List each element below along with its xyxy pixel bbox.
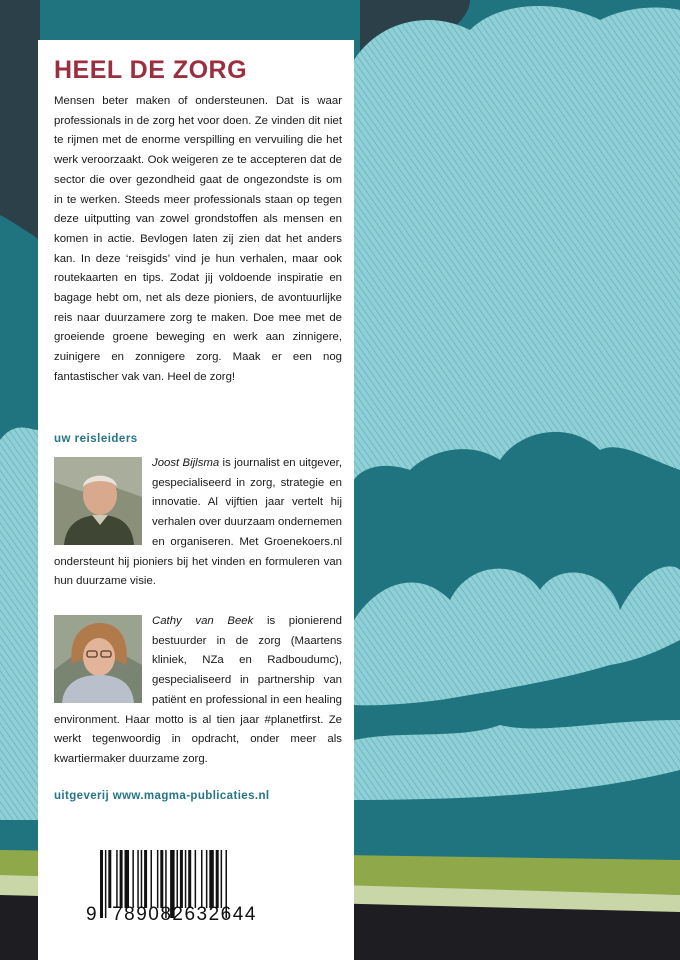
author-name-cathy: Cathy van Beek [152,615,254,627]
barcode-bar [177,850,179,908]
author-bio-joost [54,454,342,592]
back-cover-panel [38,40,354,960]
barcode-bar [151,850,153,908]
barcode-bar [188,850,191,908]
barcode-bar [116,850,118,908]
barcode-bar [180,850,183,908]
publisher-line: uitgeverij www.magma-publicaties.nl [54,790,270,802]
barcode-digits: 789082632644 [112,904,257,925]
barcode-bar [206,850,208,908]
author-photo-joost [54,457,142,545]
barcode-bar [221,850,223,908]
author-bio-text-cathy: is pionierend bestuurder in de zorg (Maartens kliniek, NZa en Radboudumc), gespecialiseerd in partnership van patiënt en professional in een healing environment. Haar motto is al tien jaar #planetfirst. Ze werkt tegenwoordig in opdracht, onder meer als kwartiermaker duurzame zorg. [54,615,342,765]
barcode-bar [125,850,130,908]
barcode-first-digit: 9 [86,904,99,925]
barcode-bar [201,850,203,908]
isbn-barcode [86,850,266,955]
barcode-bar [185,850,187,908]
author-bio-cathy [54,612,342,770]
intro-text: Mensen beter maken of ondersteunen. Dat is waar professionals in de zorg het voor doen. Ze vinden dit niet te rijmen met de enorme verspilling en vervuiling die het werk veroorzaakt. Ook weigeren ze te accepteren dat de sector die over gezondheid gaat de ongezondste is om in te werken. Steeds meer professionals staan op tegen deze uitputting van zowel grondstoffen als mensen en komen in actie. Bevlogen laten zij zien dat het anders kan. In deze ‘reisgids’ vind je hun verhalen, maar ook routekaarten en tips. Zodat jij voldoende inspiratie en bagage hebt om, net als deze pioniers, de avontuurlijke reis naar duurzamere zorg te maken. Doe mee met de groeiende groene beweging en werk aan zinnigere, zuinigere en zonnigere zorg. Maak er een nog fantastischer vak van. Heel de zorg! [54,95,342,383]
book-title: HEEL DE ZORG [54,56,248,84]
barcode-bar [108,850,111,908]
barcode-bar [141,850,143,908]
barcode-bar [209,850,214,908]
barcode-bar [144,850,147,908]
author-bio-text-joost: is journalist en uitgever, gespecialiseerd in zorg, strategie en innovatie. Al vijftien jaar vertelt hij verhalen over duurzaam ondernemen en organiseren. Met Groenekoers.nl ondersteunt hij pioniers bij het vinden en formuleren van hun duurzame visie. [54,457,342,588]
barcode-bar [216,850,219,908]
barcode-bar [132,850,134,908]
barcode-bar [160,850,163,908]
authors-heading: uw reisleiders [54,433,138,445]
barcode-bar [137,850,139,908]
author-photo-cathy [54,615,142,703]
barcode-bar [157,850,159,908]
barcode-bar [195,850,197,908]
barcode-bar [120,850,123,908]
cloud-upper [354,6,680,480]
barcode-number [86,904,266,926]
author-name-joost: Joost Bijlsma [152,457,220,469]
